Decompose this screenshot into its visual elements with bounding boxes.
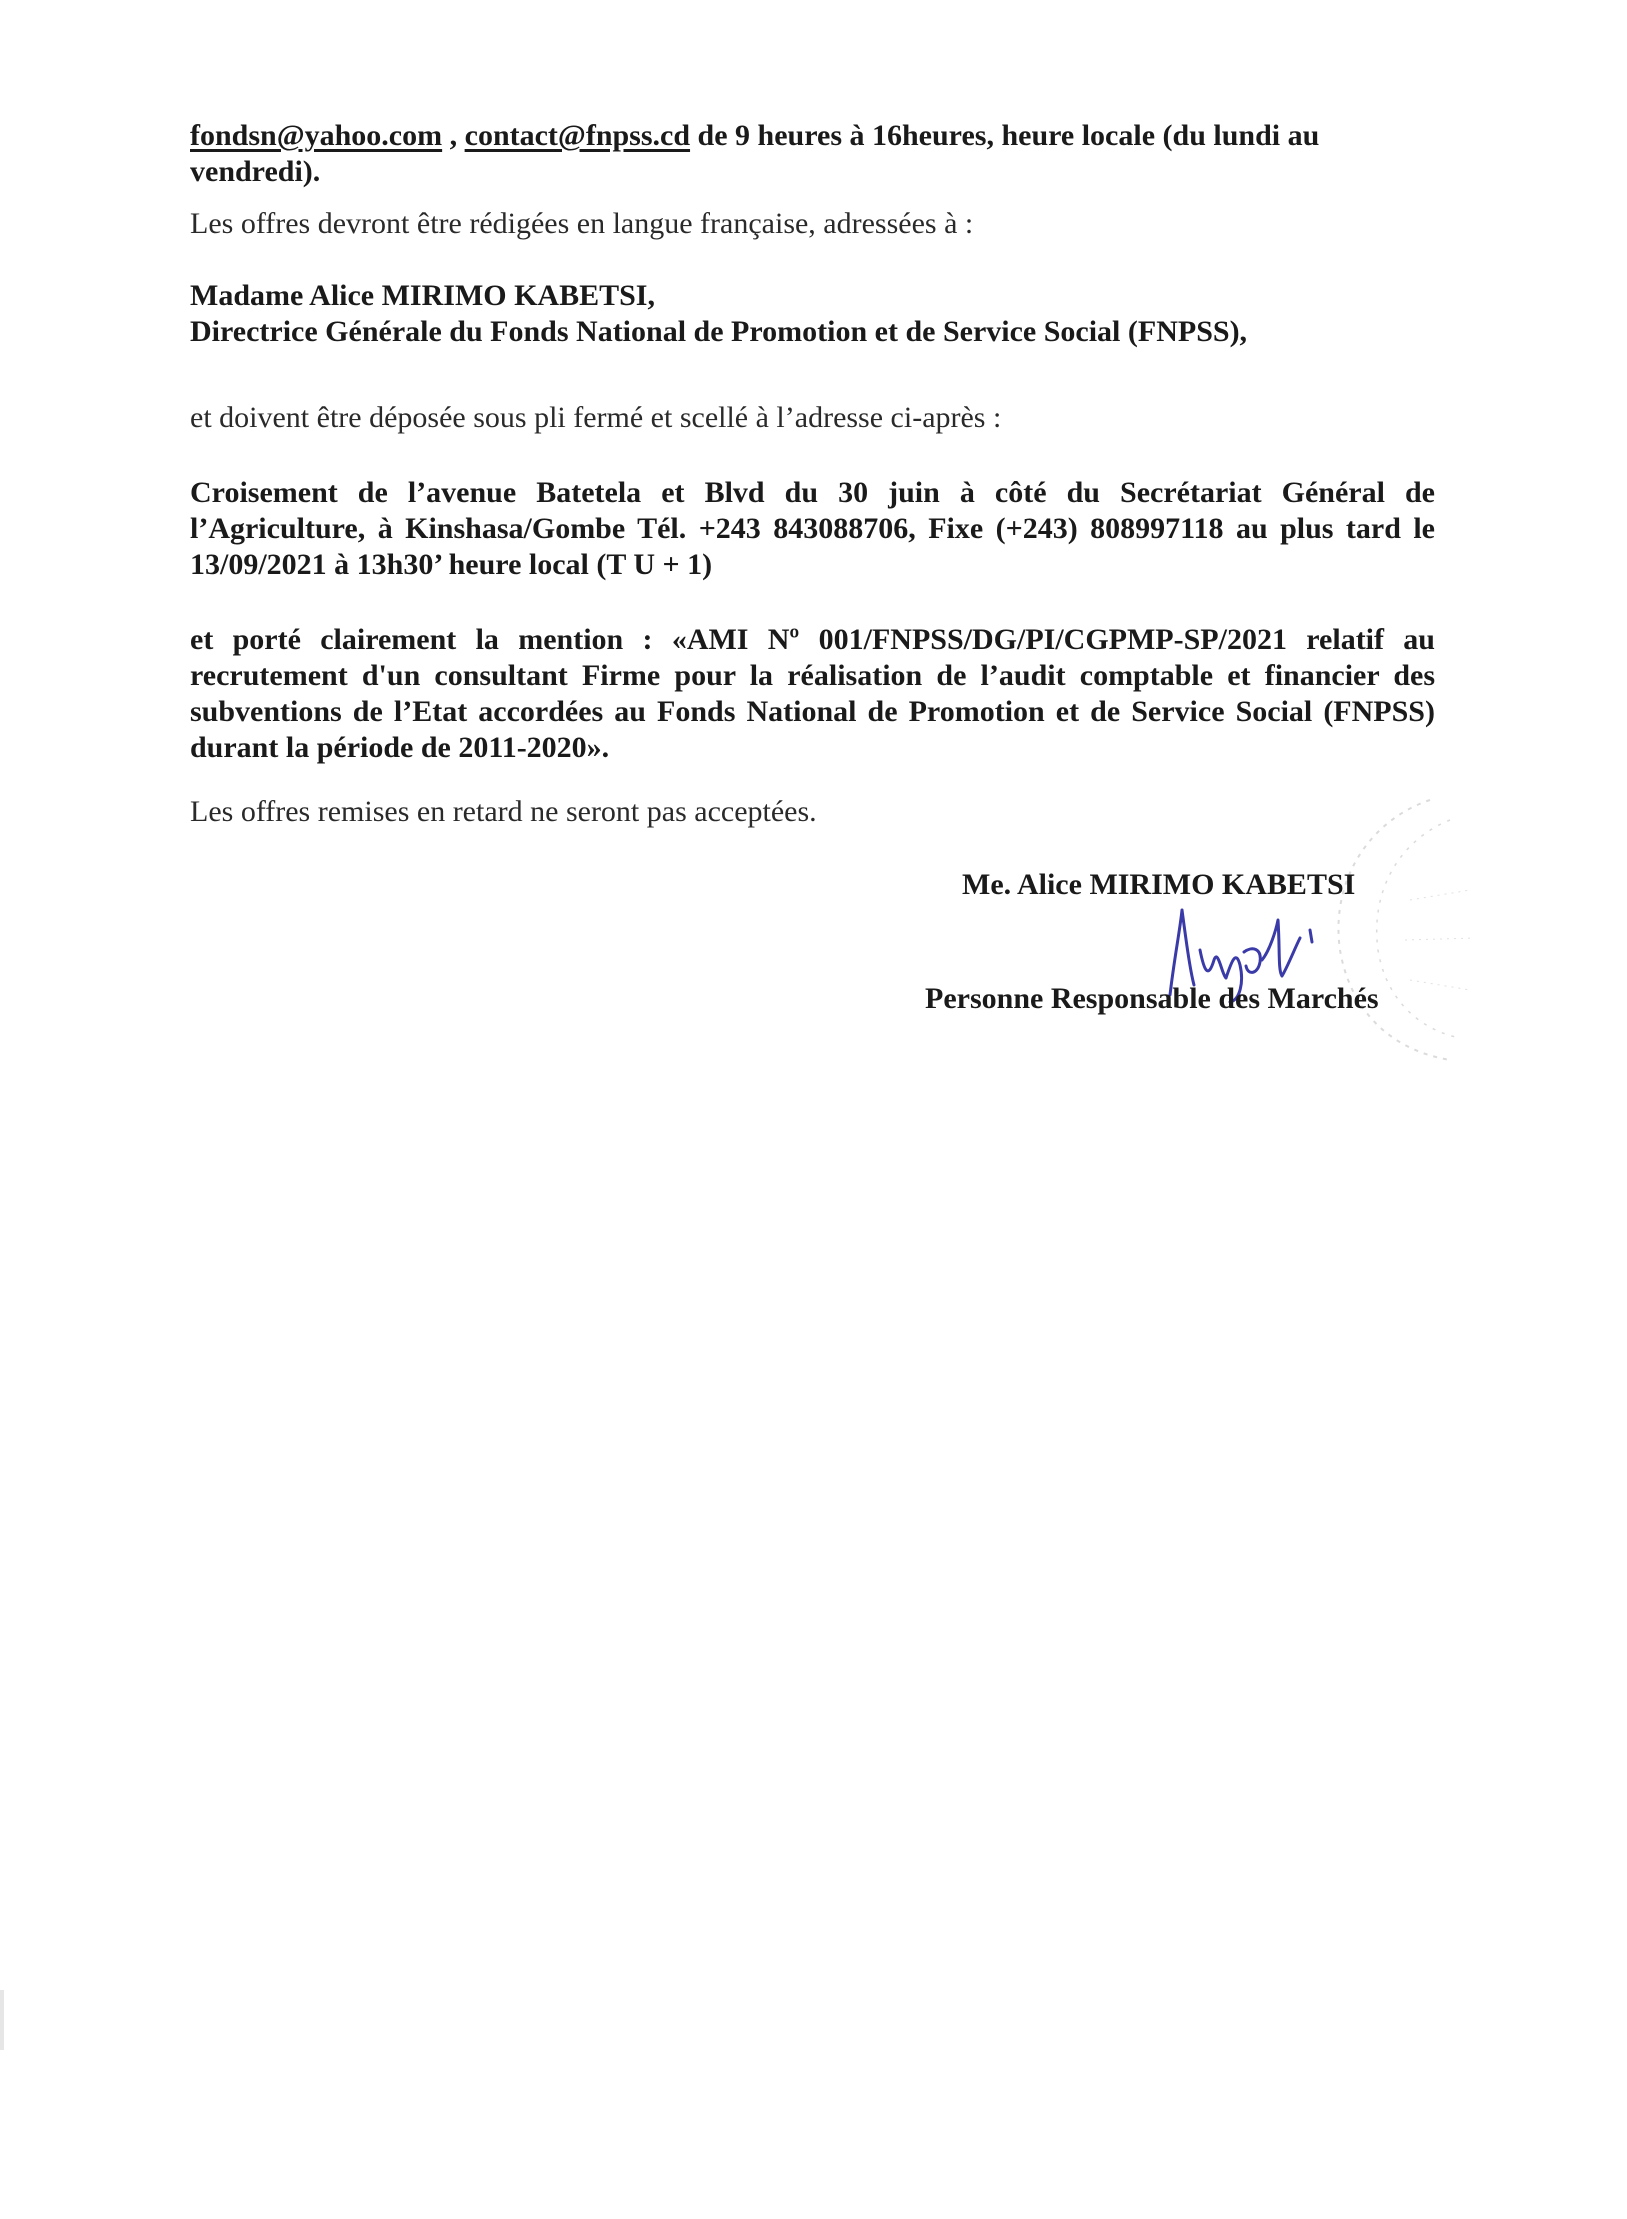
addressee-title: Directrice Générale du Fonds National de Promotion et de Service Social (FNPSS), [190, 315, 1248, 348]
email-link-fnpss[interactable]: contact@fnpss.cd [464, 119, 691, 152]
mention-paragraph [190, 622, 1435, 766]
deposit-address: Croisement de l’avenue Batetela et Blvd du 30 juin à côté du Secrétariat Général de l’Agriculture, à Kinshasa/Gombe Tél. +243 843088706, Fixe (+243) 808997118 au plus tard le 13/09/2021 à 13h30’ heure local (T U + 1) [190, 476, 1435, 581]
offers-language-text: Les offres devront être rédigées en langue française, adressées à : [190, 207, 974, 240]
addressee-block [190, 278, 1435, 350]
signatory-name: Me. Alice MIRIMO KABETSI [962, 868, 1356, 901]
email-link-yahoo[interactable]: fondsn@yahoo.com [190, 119, 443, 152]
contact-paragraph [190, 118, 1435, 190]
scan-edge-mark [0, 1990, 4, 2050]
addressee-name: Madame Alice MIRIMO KABETSI, [190, 279, 655, 312]
email-separator: , [442, 119, 465, 152]
mention-reference: «AMI Nº 001/FNPSS/DG/PI/CGPMP-SP/2021 relatif au recrutement d'un consultant Firme pour la réalisation de l’audit comptable et financier des subventions de l’Etat accordées au Fonds National de Promotion et de Service Social (FNPSS) durant la période de 2011-2020». [190, 623, 1435, 764]
deposit-intro-text: et doivent être déposée sous pli fermé et scellé à l’adresse ci-après : [190, 401, 1002, 434]
mention-intro: et porté clairement la mention : [190, 623, 672, 656]
signatory-role: Personne Responsable des Marchés [925, 982, 1379, 1015]
office-hours-text: de 9 heures à 16heures, heure locale (du lundi au vendredi). [190, 119, 1320, 188]
official-stamp-faded [1310, 780, 1480, 1080]
late-offers-notice: Les offres remises en retard ne seront pas acceptées. [190, 795, 817, 828]
